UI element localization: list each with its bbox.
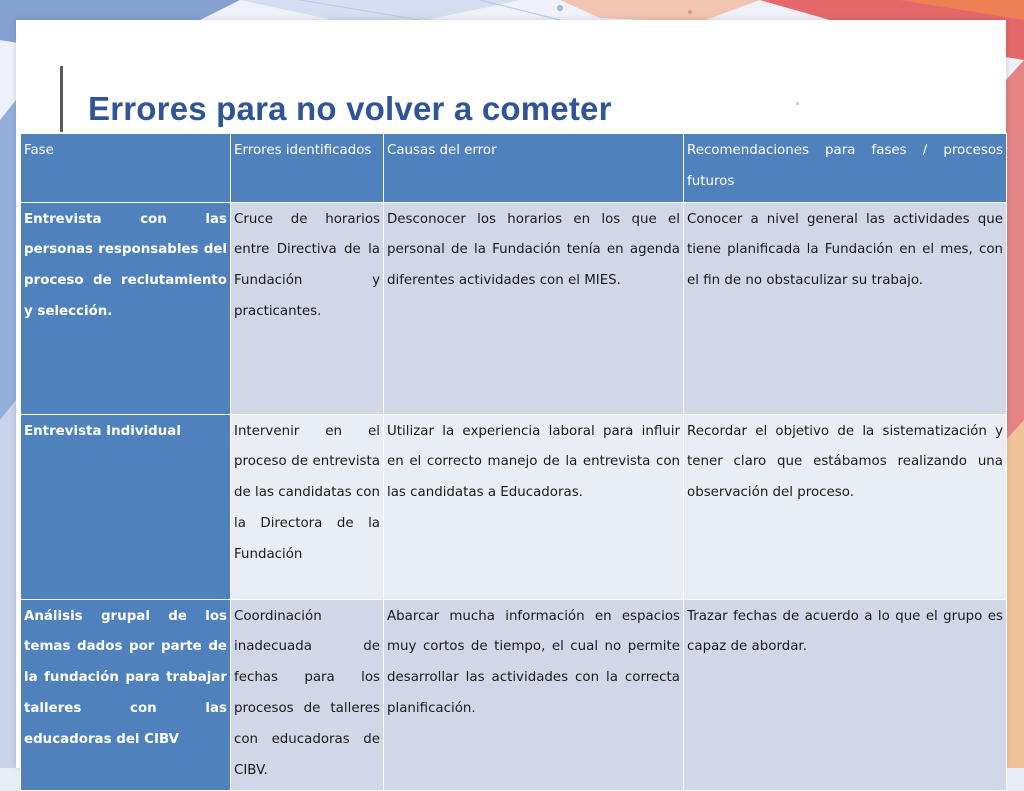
table-header-row xyxy=(21,134,1007,203)
table-row xyxy=(21,414,1007,599)
slide-title: Errores para no volver a cometer xyxy=(88,90,612,127)
errors-cell: Coordinación inadecuada de fechas para los procesos de talleres con educadoras de CIBV. xyxy=(231,599,384,791)
recommendations-cell: Conocer a nivel general las actividades que tiene planificada la Fundación en el mes, con el fin de no obstaculizar su trabajo. xyxy=(684,202,1007,414)
recommendations-cell: Trazar fechas de acuerdo a lo que el grupo es capaz de abordar. xyxy=(684,599,1007,791)
table-row xyxy=(21,599,1007,791)
errors-cell: Intervenir en el proceso de entrevista de las candidatas con la Directora de la Fundación xyxy=(231,414,384,599)
header-causas: Causas del error xyxy=(384,134,684,203)
decorative-dot xyxy=(796,102,799,105)
header-errores: Errores identificados xyxy=(231,134,384,203)
header-recomendaciones: Recomendaciones para fases / procesos futuros xyxy=(684,134,1007,203)
causes-cell: Utilizar la experiencia laboral para influir en el correcto manejo de la entrevista con las candidatas a Educadoras. xyxy=(384,414,684,599)
slide xyxy=(16,20,1006,778)
phase-cell: Entrevista con las personas responsables del proceso de reclutamiento y selección. xyxy=(21,202,231,414)
phase-cell: Análisis grupal de los temas dados por parte de la fundación para trabajar talleres con las educadoras del CIBV xyxy=(21,599,231,791)
title-accent-bar xyxy=(60,66,63,132)
errors-table xyxy=(20,133,1007,791)
causes-cell: Abarcar mucha información en espacios muy cortos de tiempo, el cual no permite desarrollar las actividades con la correcta planificación. xyxy=(384,599,684,791)
errors-cell: Cruce de horarios entre Directiva de la Fundación y practicantes. xyxy=(231,202,384,414)
recommendations-cell: Recordar el objetivo de la sistematización y tener claro que estábamos realizando una observación del proceso. xyxy=(684,414,1007,599)
phase-cell: Entrevista Individual xyxy=(21,414,231,599)
header-fase: Fase xyxy=(21,134,231,203)
table-row xyxy=(21,202,1007,414)
causes-cell: Desconocer los horarios en los que el personal de la Fundación tenía en agenda diferentes actividades con el MIES. xyxy=(384,202,684,414)
